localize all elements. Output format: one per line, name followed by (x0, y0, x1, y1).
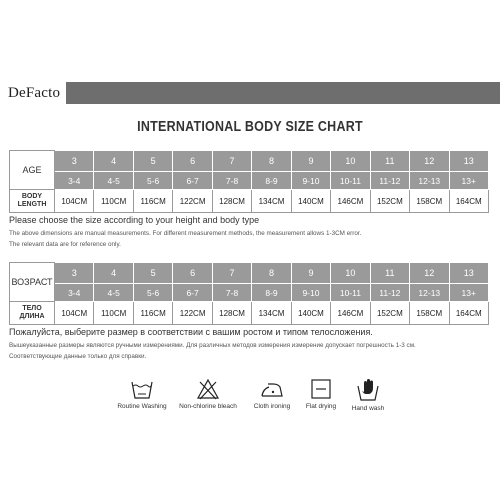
size-cell: 6 (173, 151, 212, 172)
size-cell: 10 (331, 151, 370, 172)
age-header: ВОЗРАСТ (10, 263, 55, 302)
body-length-cell: 104CM (55, 302, 94, 325)
body-length-row (10, 190, 489, 213)
age-range-cell: 11-12 (370, 172, 409, 190)
care-non-chlorine-bleach: Non-chlorine bleach (173, 378, 243, 410)
age-range-cell: 12-13 (410, 172, 449, 190)
age-range-cell: 4-5 (94, 284, 133, 302)
body-length-cell: 158CM (410, 302, 449, 325)
age-range-cell: 7-8 (212, 172, 251, 190)
size-cell: 11 (370, 151, 409, 172)
body-length-cell: 152CM (370, 302, 409, 325)
age-range-cell: 8-9 (252, 172, 291, 190)
body-length-cell: 104CM (55, 190, 94, 213)
body-length-cell: 164CM (449, 302, 488, 325)
body-length-cell: 128CM (212, 190, 251, 213)
care-instructions (0, 378, 500, 418)
size-cell: 7 (212, 263, 251, 284)
age-range-cell: 3-4 (55, 172, 94, 190)
body-length-cell: 122CM (173, 302, 212, 325)
age-range-cell: 10-11 (331, 172, 370, 190)
size-cell: 4 (94, 263, 133, 284)
note-main-ru: Пожалуйста, выберите размер в соответствии с вашим ростом и типом телосложения. (9, 327, 373, 337)
cloth-ironing-icon (259, 378, 285, 400)
age-header: AGE (10, 151, 55, 190)
body-length-cell: 116CM (133, 302, 172, 325)
size-table-en (9, 150, 489, 213)
body-length-cell: 134CM (252, 190, 291, 213)
age-range-cell: 7-8 (212, 284, 251, 302)
age-range-cell: 4-5 (94, 172, 133, 190)
body-length-header: BODY LENGTH (10, 190, 55, 213)
size-cell: 13 (449, 263, 488, 284)
size-cell: 5 (133, 263, 172, 284)
note-measurement-ru: Вышеуказанные размеры являются ручными измерениями. Для различных методов измерения измерение допускает погрешность 1-3 см. (9, 342, 416, 349)
age-range-row (10, 172, 489, 190)
age-range-cell: 3-4 (55, 284, 94, 302)
body-length-cell: 140CM (291, 302, 330, 325)
age-range-cell: 11-12 (370, 284, 409, 302)
size-cell: 9 (291, 263, 330, 284)
note-reference-ru: Соответствующие данные только для справки. (9, 353, 147, 360)
size-cell: 8 (252, 263, 291, 284)
body-length-cell: 164CM (449, 190, 488, 213)
age-range-cell: 10-11 (331, 284, 370, 302)
body-length-cell: 116CM (133, 190, 172, 213)
size-cell: 12 (410, 151, 449, 172)
body-length-cell: 134CM (252, 302, 291, 325)
hand-wash-icon (355, 378, 381, 402)
size-row (10, 263, 489, 284)
age-range-cell: 13+ (449, 172, 488, 190)
body-length-cell: 110CM (94, 190, 133, 213)
size-cell: 3 (55, 263, 94, 284)
chart-title: INTERNATIONAL BODY SIZE CHART (137, 119, 363, 135)
care-hand-wash: Hand wash (345, 378, 391, 412)
size-cell: 6 (173, 263, 212, 284)
routine-washing-icon (130, 378, 154, 400)
size-cell: 11 (370, 263, 409, 284)
care-cloth-ironing: Cloth ironing (244, 378, 300, 410)
brand-bar (0, 82, 500, 104)
age-range-cell: 9-10 (291, 284, 330, 302)
body-length-cell: 152CM (370, 190, 409, 213)
body-length-cell: 110CM (94, 302, 133, 325)
age-range-cell: 5-6 (133, 284, 172, 302)
size-cell: 5 (133, 151, 172, 172)
size-cell: 3 (55, 151, 94, 172)
size-table-ru (9, 262, 489, 325)
age-range-cell: 5-6 (133, 172, 172, 190)
age-range-cell: 8-9 (252, 284, 291, 302)
note-main-en: Please choose the size according to your height and body type (9, 215, 260, 225)
size-cell: 8 (252, 151, 291, 172)
body-length-cell: 146CM (331, 302, 370, 325)
body-length-row (10, 302, 489, 325)
flat-drying-icon (310, 378, 332, 400)
size-cell: 7 (212, 151, 251, 172)
brand-logo: DeFacto (0, 82, 66, 104)
size-cell: 4 (94, 151, 133, 172)
age-range-cell: 9-10 (291, 172, 330, 190)
age-range-row (10, 284, 489, 302)
size-cell: 12 (410, 263, 449, 284)
age-range-cell: 13+ (449, 284, 488, 302)
non-chlorine-bleach-icon (196, 378, 220, 400)
size-cell: 13 (449, 151, 488, 172)
care-routine-washing: Routine Washing (112, 378, 172, 410)
body-length-cell: 158CM (410, 190, 449, 213)
body-length-cell: 146CM (331, 190, 370, 213)
body-length-cell: 122CM (173, 190, 212, 213)
body-length-header: ТЕЛО ДЛИНА (10, 302, 55, 325)
note-reference-en: The relevant data are for reference only. (9, 241, 121, 248)
care-flat-drying: Flat drying (297, 378, 345, 410)
size-cell: 9 (291, 151, 330, 172)
size-row (10, 151, 489, 172)
size-cell: 10 (331, 263, 370, 284)
note-measurement-en: The above dimensions are manual measurements. For different measurement methods, the measurement allows 1-3CM error. (9, 230, 362, 237)
age-range-cell: 12-13 (410, 284, 449, 302)
age-range-cell: 6-7 (173, 172, 212, 190)
body-length-cell: 140CM (291, 190, 330, 213)
body-length-cell: 128CM (212, 302, 251, 325)
age-range-cell: 6-7 (173, 284, 212, 302)
